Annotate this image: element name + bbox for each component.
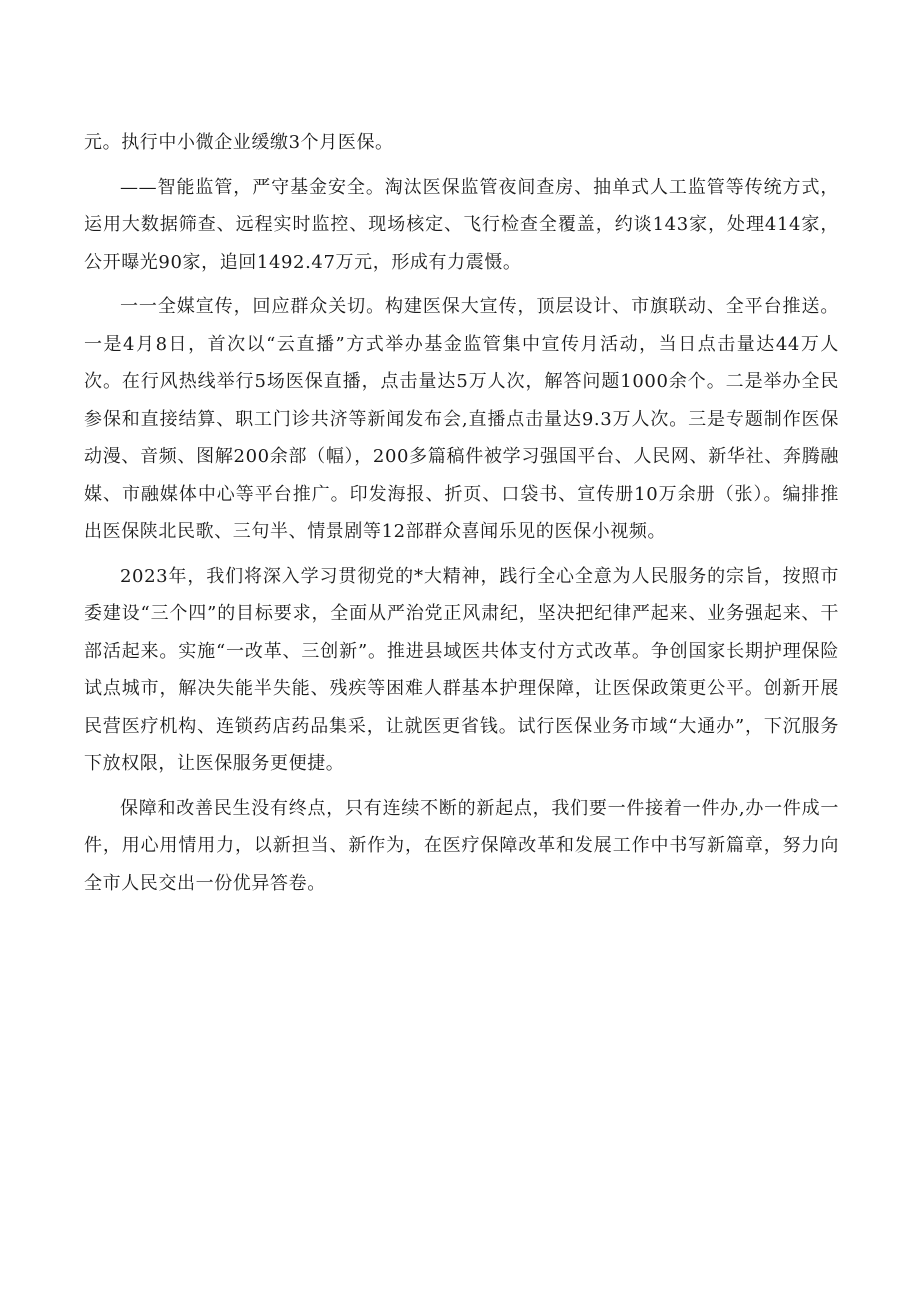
paragraph-5: 保障和改善民生没有终点，只有连续不断的新起点，我们要一件接着一件办,办一件成一件，用心用情用力，以新担当、新作为，在医疗保障改革和发展工作中书写新篇章，努力向全市人民交出一份优异答卷。: [84, 797, 839, 894]
paragraph-1: 元。执行中小微企业缓缴3个月医保。: [84, 132, 394, 153]
document-body: [84, 124, 839, 902]
paragraph-2: ——智能监管，严守基金安全。淘汰医保监管夜间查房、抽单式人工监管等传统方式，运用大数据筛查、远程实时监控、现场核定、飞行检查全覆盖，约谈143家，处理414家，公开曝光90家，追回1492.47万元，形成有力震慑。: [84, 176, 839, 273]
paragraph-4: 2023年，我们将深入学习贯彻党的*大精神，践行全心全意为人民服务的宗旨，按照市委建设“三个四”的目标要求，全面从严治党正风肃纪，坚决把纪律严起来、业务强起来、干部活起来。实施“一改革、三创新”。推进县域医共体支付方式改革。争创国家长期护理保险试点城市，解决失能半失能、残疾等困难人群基本护理保障，让医保政策更公平。创新开展民营医疗机构、连锁药店药品集采，让就医更省钱。试行医保业务市域“大通办”，下沉服务下放权限，让医保服务更便捷。: [84, 565, 839, 774]
paragraph-3: 一一全媒宣传，回应群众关切。构建医保大宣传，顶层设计、市旗联动、全平台推送。一是4月8日，首次以“云直播”方式举办基金监管集中宣传月活动，当日点击量达44万人次。在行风热线举行5场医保直播，点击量达5万人次，解答问题1000余个。二是举办全民参保和直接结算、职工门诊共济等新闻发布会,直播点击量达9.3万人次。三是专题制作医保动漫、音频、图解200余部（幅），200多篇稿件被学习强国平台、人民网、新华社、奔腾融媒、市融媒体中心等平台推广。印发海报、折页、口袋书、宣传册10万余册（张）。编排推出医保陕北民歌、三句半、情景剧等12部群众喜闻乐见的医保小视频。: [84, 296, 839, 542]
